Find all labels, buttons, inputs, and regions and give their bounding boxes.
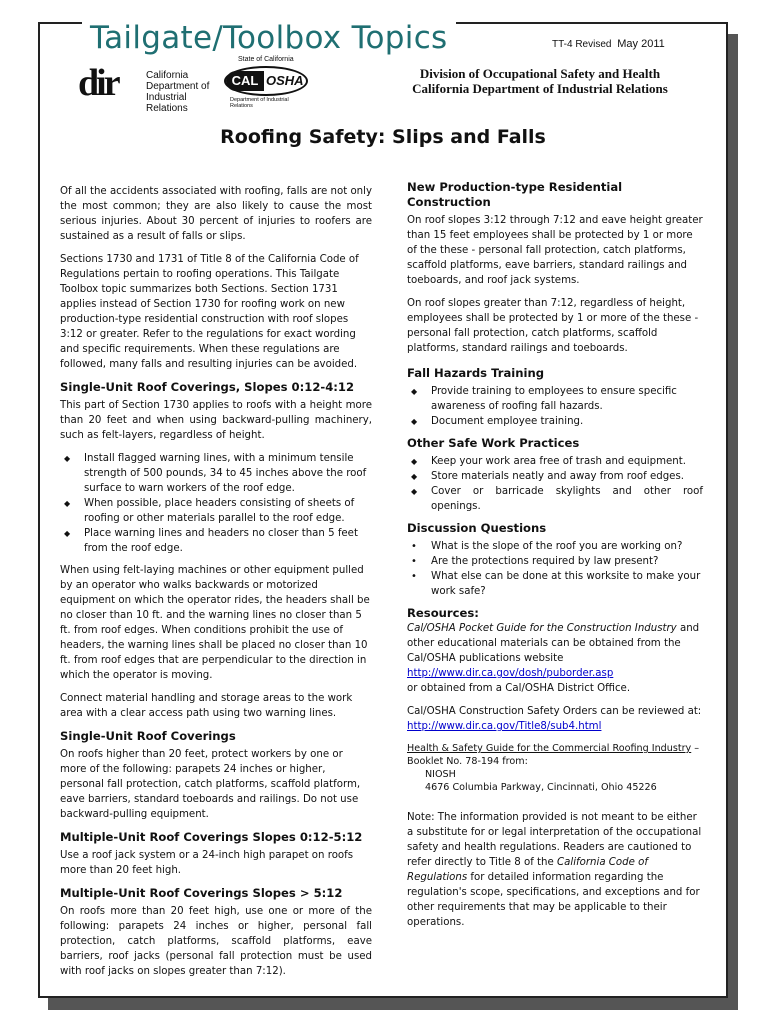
pocket-guide-title: Cal/OSHA Pocket Guide for the Construction Industry — [407, 623, 677, 634]
felt-machine-paragraph: When using felt-laying machines or other equipment pulled by an operator who walks backwards or motorized equipment on which the operator rides, the headers shall be no closer than 10 ft. and the warning lines no closer than 5 ft. from roof edges. When conditions prohibit the use of headers, the warning lines shall be placed no closer than 10 ft. from roof edges that are perpendicular to the direction in which the operator is moving. — [60, 565, 370, 681]
dir-logo-line: Industrial Relations — [146, 92, 188, 114]
niosh-name: NIOSH — [425, 769, 456, 780]
section-paragraph: This part of Section 1730 applies to roofs with a height more than 20 feet and when using backward-pulling machinery, such as felt-layers, regardless of height. — [60, 400, 372, 441]
revision-number: TT-4 Revised — [552, 39, 612, 50]
resources-paragraph — [407, 621, 703, 666]
left-column — [60, 184, 372, 987]
list-item: ◆ Place warning lines and headers no closer than 5 feet from the roof edge. — [82, 526, 372, 556]
cal-osha-logo — [220, 58, 312, 108]
osha-state-text: State of California — [238, 56, 294, 63]
section-heading: Multiple-Unit Roof Coverings Slopes 0:12-5:12 — [60, 830, 363, 844]
revision-date: May 2011 — [617, 38, 665, 50]
safety-orders-link[interactable]: http://www.dir.ca.gov/Title8/sub4.html — [407, 721, 602, 732]
roofing-guide-paragraph — [407, 742, 703, 768]
osha-oval — [224, 66, 308, 96]
training-list — [407, 384, 703, 429]
section-heading: Multiple-Unit Roof Coverings Slopes > 5:12 — [60, 886, 343, 900]
safety-orders-text: Cal/OSHA Construction Safety Orders can be reviewed at: — [407, 706, 702, 717]
dir-logo-line: California — [146, 70, 189, 81]
publications-link[interactable]: http://www.dir.ca.gov/dosh/puborder.asp — [407, 668, 614, 679]
section-heading: Fall Hazards Training — [407, 366, 545, 380]
section-heading: Single-Unit Roof Coverings, Slopes 0:12-4:12 — [60, 380, 355, 394]
section-paragraph: On roofs more than 20 feet high, use one or more of the following: parapets 24 inches or higher, personal fall protection, catch platforms, scaffold platforms, eave barriers, roof jacks (personal fall protection must be used with roof jacks on slopes greater than 7:12). — [60, 906, 372, 977]
note-text: Note: The information provided is not meant to be either a substitute for or legal interpretation of the occupational safety and health regulations. Readers are cautioned to refer directly to Title 8 of the — [407, 812, 702, 868]
section-paragraph: Use a roof jack system or a 24-inch high parapet on roofs more than 20 feet high. — [60, 850, 354, 876]
list-item: ◆ Provide training to employees to ensure specific awareness of roofing fall hazards. — [429, 384, 703, 414]
intro-paragraph: Of all the accidents associated with roofing, falls are not only the most common; they are also likely to cause the most serious injuries. About 30 percent of injuries to roofers are sustained as a result of falls or slips. — [60, 186, 373, 242]
document-page — [38, 22, 728, 998]
section-heading: Single-Unit Roof Coverings — [60, 729, 236, 743]
list-item: • What else can be done at this worksite to make your work safe? — [429, 569, 703, 599]
document-title: Roofing Safety: Slips and Falls — [220, 126, 546, 148]
note-text: for detailed information regarding the regulation's scope, specifications, and exceptions and for other requirements that may be applicable to their operations. — [407, 872, 700, 928]
list-item: ◆ Cover or barricade skylights and other roof openings. — [429, 484, 703, 514]
right-column — [407, 180, 703, 938]
section-paragraph: On roof slopes 3:12 through 7:12 and eave height greater than 15 feet employees shall be protected by 1 or more of the these - personal fall protection, catch platforms, scaffold platforms, eave barriers, standard railings and toeboards, and roof jack systems. — [407, 215, 703, 286]
discussion-list — [407, 539, 703, 599]
safety-orders-paragraph — [407, 704, 703, 734]
page-title: Tailgate/Toolbox Topics — [82, 20, 456, 56]
division-line-2: California Department of Industrial Relations — [412, 81, 668, 96]
list-item: ◆ Store materials neatly and away from roof edges. — [429, 469, 703, 484]
dir-logo-text — [146, 70, 228, 114]
section-heading: New Production-type Residential Construction — [407, 180, 623, 209]
district-office-text: or obtained from a Cal/OSHA District Office. — [407, 683, 631, 694]
safe-practices-list — [407, 454, 703, 514]
revision-label — [552, 38, 665, 50]
section-heading: Resources: — [407, 606, 479, 620]
roofing-guide-title: Health & Safety Guide for the Commercial Roofing Industry — [407, 743, 692, 754]
access-path-paragraph: Connect material handling and storage areas to the work area with a clear access path using two warning lines. — [60, 693, 353, 719]
list-item: ◆ Install flagged warning lines, with a minimum tensile strength of 500 pounds, 34 to 45 inches above the roof surface to warn workers of the roof edge. — [82, 451, 372, 496]
osha-cal-text: CAL — [226, 71, 264, 91]
dir-logo — [78, 62, 228, 114]
niosh-address — [425, 768, 703, 794]
osha-dept-text: Department of Industrial Relations — [230, 97, 289, 109]
resources-text: and other educational materials can be obtained from the Cal/OSHA publications website — [407, 623, 700, 664]
division-heading — [380, 66, 700, 96]
warning-lines-list — [60, 451, 372, 556]
list-item: ◆ Document employee training. — [429, 414, 703, 429]
roofing-guide-dash: – — [691, 743, 700, 754]
dir-logo-mark: dir — [78, 62, 118, 104]
list-item: ◆ Keep your work area free of trash and equipment. — [429, 454, 703, 469]
list-item: • What is the slope of the roof you are working on? — [429, 539, 703, 554]
booklet-number: Booklet No. 78-194 from: — [407, 756, 528, 767]
osha-osha-text: OSHA — [266, 73, 304, 88]
dir-logo-line: Department of — [146, 81, 210, 92]
section-heading: Other Safe Work Practices — [407, 436, 580, 450]
section-heading: Discussion Questions — [407, 521, 547, 535]
disclaimer-note — [407, 810, 703, 930]
section-paragraph: On roof slopes greater than 7:12, regardless of height, employees shall be protected by 1 or more of the these - personal fall protection, catch platforms, scaffold platforms, standard railings and toeboards. — [407, 298, 699, 354]
division-line-1: Division of Occupational Safety and Health — [419, 66, 661, 81]
niosh-street: 4676 Columbia Parkway, Cincinnati, Ohio 45226 — [425, 782, 657, 793]
list-item: • Are the protections required by law present? — [429, 554, 703, 569]
section-paragraph: On roofs higher than 20 feet, protect workers by one or more of the following: parapets 24 inches or higher, personal fall protection, catch platforms, scaffold platform, eave barriers, standard toeboards and railings. Do not use backward-pulling equipment. — [60, 749, 361, 820]
list-item: ◆ When possible, place headers consisting of sheets of roofing or other materials parallel to the roof edge. — [82, 496, 372, 526]
sections-paragraph: Sections 1730 and 1731 of Title 8 of the California Code of Regulations pertain to roofing operations. This Tailgate Toolbox topic summarizes both Sections. Section 1731 applies instead of Section 1730 for roofing work on new production-type residential construction with roof slopes 3:12 or greater. Refer to the regulations for exact wording and specific requirements. When these regulations are followed, many falls and resulting injuries can be avoided. — [60, 254, 359, 370]
note-ccr-title: California Code of Regulations — [407, 857, 648, 883]
